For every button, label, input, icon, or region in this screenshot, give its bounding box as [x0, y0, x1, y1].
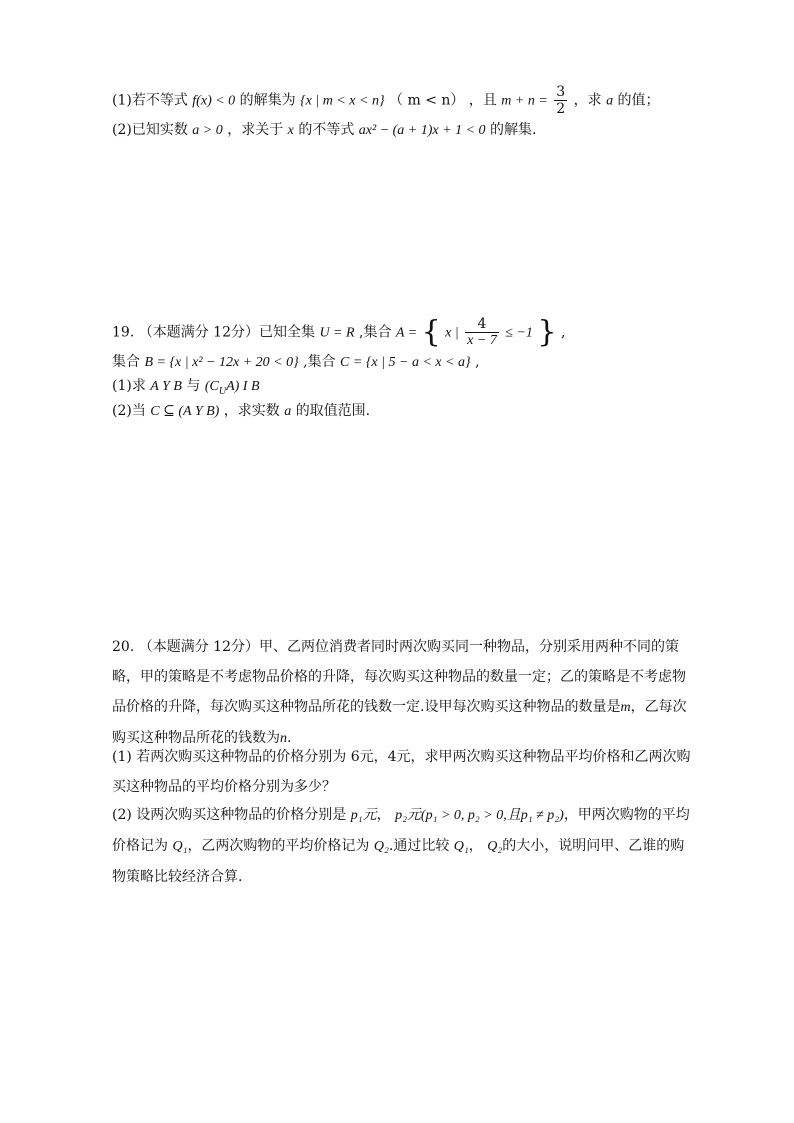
q19-l3-text-a: 与 [186, 378, 201, 394]
q19-l4-label: (2)当 [112, 403, 146, 419]
q19-setA-post: ≤ −1 [505, 325, 533, 341]
q20-para1-c: . [287, 730, 292, 746]
q20-p2-q2: Q₂ [373, 839, 389, 854]
q19-line2 [112, 352, 480, 373]
q19-setC: C = {x | 5 − a < x < a} [340, 355, 471, 370]
q20-var-n: n [280, 731, 287, 746]
q18-p2-ineq: ax² − (a + 1)x + 1 < 0 [358, 123, 486, 138]
q20-p2-a: (2) 设两次购买这种物品的价格分别是 [112, 807, 347, 823]
q18-p1-mn: m + n = [501, 93, 548, 109]
q19-line3 [112, 376, 260, 402]
q19-l3-expr2-sub: U [218, 385, 227, 397]
q18-part1 [112, 84, 660, 117]
q19-line1 [112, 316, 565, 349]
q20-p2-q2b: Q₂ [487, 839, 503, 854]
q19-line4 [112, 401, 370, 422]
right-brace-icon: } [537, 314, 557, 350]
q18-p1-cond: （ m < n） [389, 92, 465, 109]
q19-text-a: ,集合 [359, 324, 392, 341]
q20-part2 [112, 800, 694, 892]
q19-l2-text: 集合 [112, 354, 140, 370]
q20-part1 [112, 742, 694, 802]
q19-l3-expr2-main: (C [204, 379, 219, 394]
q19-l4-expr: C ⊆ (A Y B) [150, 404, 220, 419]
q18-p1-text-d: 的值； [617, 92, 660, 109]
q18-p1-frac-num: 3 [556, 84, 566, 100]
q18-part2 [112, 120, 536, 141]
q18-p1-frac-den: 2 [556, 101, 566, 117]
q18-p1-text-c: ，求 [573, 92, 602, 109]
q19-l3-expr2-tail: A) I B [226, 379, 260, 394]
q19-frac-den: x − 7 [467, 333, 497, 348]
q20-p2-c: ，乙两次购物的平均价格记为 [187, 838, 370, 854]
q19-l4-text-b: 的取值范围. [295, 403, 371, 419]
q18-p2-label: (2)已知实数 [112, 122, 188, 138]
q19-head: 19. （本题满分 12分）已知全集 [112, 324, 315, 341]
q19-setA-x: x | [445, 325, 459, 341]
q20-p2-b: ，甲两次购物的平均价格记为 [112, 807, 690, 854]
q18-p1-var-a: a [606, 93, 614, 109]
q18-p2-var-x: x [287, 123, 294, 138]
q20-p2-q1b: Q₁ [453, 839, 469, 854]
q20-p2-q1: Q₁ [172, 839, 188, 854]
q18-p1-set: {x | m < x < n} [300, 93, 385, 109]
q20-p2-e: 的大小，说明问甲、乙谁的购物策略比较经济合算. [112, 838, 685, 885]
q19-l4-var-a: a [284, 404, 292, 419]
q18-p2-cond: a > 0 [192, 123, 223, 138]
q20-p2-sep: ， [376, 807, 391, 823]
q18-p2-text-c: 的解集. [489, 122, 537, 138]
q20-para1-b: ，乙每次购买这种物品所花的钱数为 [112, 699, 687, 746]
q20-stem [112, 632, 694, 754]
q18-p1-label: (1)若不等式 [112, 92, 188, 109]
q19-l3-expr2 [204, 379, 260, 397]
q19-setA-pre: A = [395, 325, 418, 341]
q20-var-m: m [620, 700, 631, 715]
q19-universe: U = R [319, 325, 355, 341]
q19-setB: B = {x | x² − 12x + 20 < 0} [144, 355, 299, 370]
q19-l3-label: (1)求 [112, 378, 146, 394]
q19-l2-text-a: ,集合 [303, 354, 336, 370]
q20-para1-a: 20. （本题满分 12分）甲、乙两位消费者同时两次购买同一种物品，分别采用两种不同的策略，甲的策略是不考虑物品价格的升降，每次购买这种物品的数量一定；乙的策略是不考虑物品价格的升降，每次购买这种物品所花的钱数一定.设甲每次购买这种物品的数量是 [112, 639, 686, 715]
q19-setA-fraction [465, 316, 499, 349]
q18-p1-text-b: ，且 [468, 92, 497, 109]
q19-frac-num: 4 [465, 316, 499, 333]
q20-p2-d: .通过比较 [388, 838, 450, 854]
q19-l4-text-a: ，求实数 [223, 403, 280, 419]
q19-l3-expr1: A Y B [150, 379, 182, 394]
q18-p1-expr-f: f(x) < 0 [192, 93, 236, 109]
q20-p1: (1) 若两次购买这种物品的价格分别为 6元，4元，求甲两次购买这种物品平均价格和乙两次购买这种物品的平均价格分别为多少？ [112, 749, 691, 795]
q18-p1-fraction [554, 84, 567, 117]
q20-p2-p1: p₁元 [350, 808, 377, 823]
left-brace-icon: { [421, 314, 441, 350]
q19-tail: , [560, 324, 566, 341]
q19-l2-tail: , [475, 354, 480, 370]
q18-p1-text-a: 的解集为 [239, 92, 296, 109]
q20-p2-sep2: ， [468, 838, 483, 854]
q18-p2-text-a: ，求关于 [227, 122, 284, 138]
q18-p2-text-b: 的不等式 [298, 122, 355, 138]
q20-p2-p2: p₂元(p₁ > 0, p₂ > 0,且p₁ ≠ p₂) [395, 808, 564, 823]
